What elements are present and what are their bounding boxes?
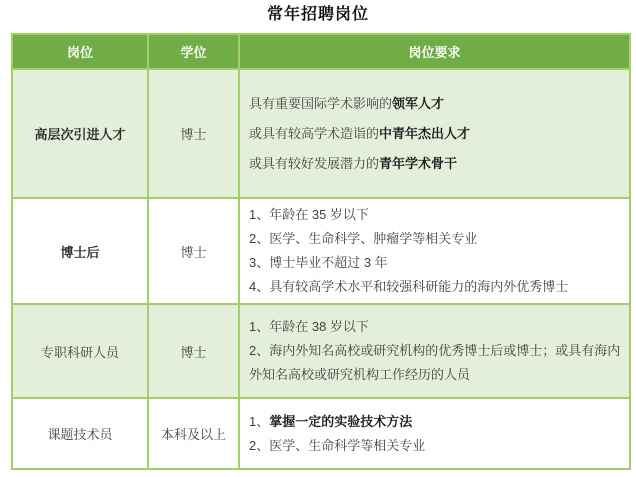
requirement-text: 1、年龄在 35 岁以下 bbox=[249, 207, 369, 222]
table-header bbox=[12, 34, 630, 69]
position-cell: 博士后 bbox=[12, 198, 148, 304]
requirement-text: 或具有较高学术造诣的 bbox=[249, 126, 380, 141]
requirements-cell bbox=[239, 398, 630, 469]
table-body bbox=[12, 69, 630, 469]
requirements-cell bbox=[239, 304, 630, 398]
position-cell: 高层次引进人才 bbox=[12, 69, 148, 198]
recruitment-table bbox=[11, 33, 631, 470]
degree-cell: 博士 bbox=[148, 69, 239, 198]
requirement-emphasis: 青年学术骨干 bbox=[379, 156, 458, 171]
requirement-line bbox=[249, 203, 623, 227]
requirement-text: 具有重要国际学术影响的 bbox=[249, 96, 393, 111]
requirement-line bbox=[249, 227, 623, 251]
requirement-emphasis: 中青年杰出人才 bbox=[379, 126, 471, 141]
requirement-line bbox=[249, 434, 623, 458]
requirement-text: 2、医学、生命科学等相关专业 bbox=[249, 437, 426, 453]
degree-cell: 本科及以上 bbox=[148, 398, 239, 469]
header-row bbox=[12, 34, 630, 69]
requirement-line bbox=[249, 275, 623, 299]
requirement-text: 1、年龄在 38 岁以下 bbox=[249, 319, 369, 334]
requirement-line bbox=[249, 410, 623, 434]
position-cell: 专职科研人员 bbox=[12, 304, 148, 398]
requirement-line bbox=[249, 251, 623, 275]
requirement-text: 3、博士毕业不超过 3 年 bbox=[249, 255, 388, 270]
requirement-line bbox=[249, 315, 623, 339]
degree-cell: 博士 bbox=[148, 304, 239, 398]
position-cell: 课题技术员 bbox=[12, 398, 148, 469]
header-position: 岗位 bbox=[12, 34, 148, 69]
header-degree: 学位 bbox=[148, 34, 239, 69]
requirement-line bbox=[249, 155, 623, 172]
requirements-cell bbox=[239, 69, 630, 198]
requirement-text: 4、具有较高学术水平和较强科研能力的海内外优秀博士 bbox=[249, 279, 569, 294]
table-row bbox=[12, 198, 630, 304]
requirement-emphasis: 领军人才 bbox=[392, 96, 445, 111]
requirement-line bbox=[249, 125, 623, 142]
requirement-text: 2、海内外知名高校或研究机构的优秀博士后或博士；或具有海内外知名高校或研究机构工作经历的人员 bbox=[249, 343, 621, 382]
requirement-text: 2、医学、生命科学、肿瘤学等相关专业 bbox=[249, 231, 478, 246]
degree-cell: 博士 bbox=[148, 198, 239, 304]
requirement-text: 或具有较好发展潜力的 bbox=[249, 156, 380, 171]
requirement-text: 1、 bbox=[249, 413, 270, 429]
requirement-line bbox=[249, 339, 623, 387]
table-row bbox=[12, 69, 630, 198]
requirement-emphasis: 掌握一定的实验技术方法 bbox=[269, 413, 413, 429]
requirements-cell bbox=[239, 198, 630, 304]
table-row bbox=[12, 304, 630, 398]
header-requirements: 岗位要求 bbox=[239, 34, 630, 69]
requirement-line bbox=[249, 95, 623, 112]
table-row bbox=[12, 398, 630, 469]
page-title: 常年招聘岗位 bbox=[266, 6, 369, 23]
